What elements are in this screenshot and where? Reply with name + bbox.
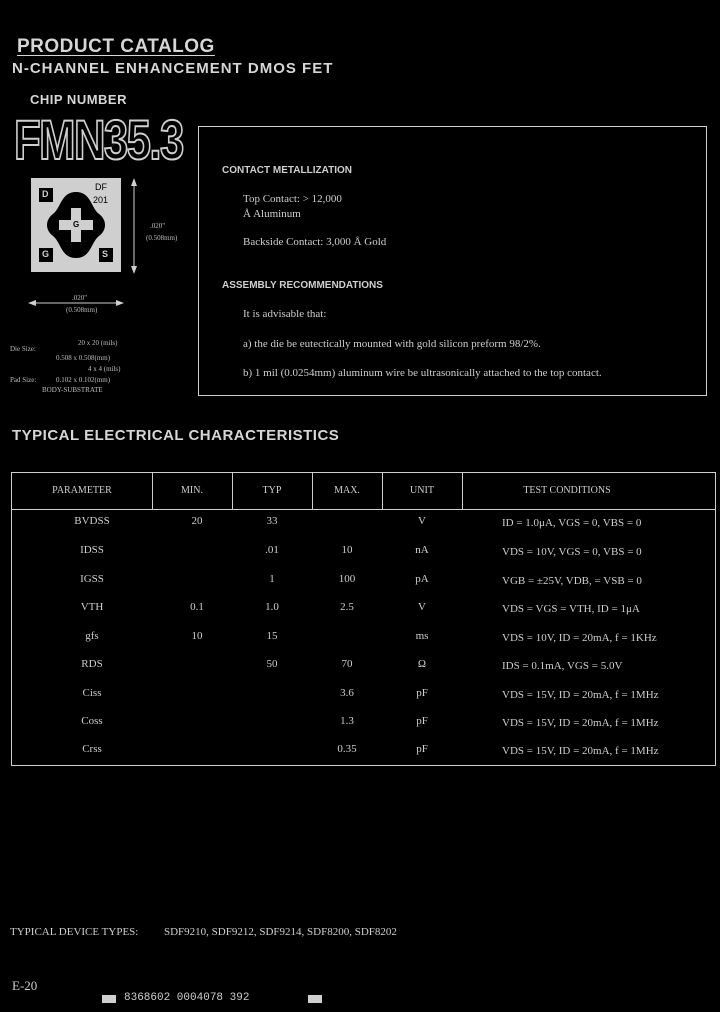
device-types-label: TYPICAL DEVICE TYPES: xyxy=(10,926,139,938)
table-row-4-typ: 15 xyxy=(266,630,278,642)
table-row-1-cond: VDS = 10V, VGS = 0, VBS = 0 xyxy=(502,546,642,558)
table-row-0-min: 20 xyxy=(191,515,203,527)
pad-size-label: Pad Size: xyxy=(10,376,37,384)
col-header-typ: TYP xyxy=(262,485,282,496)
assembly-item-b: b) 1 mil (0.0254mm) aluminum wire be ultrasonically attached to the top contact. xyxy=(243,367,602,379)
table-row-3-max: 2.5 xyxy=(340,601,354,613)
table-row-6-unit: pF xyxy=(416,687,428,699)
pad-size-mils: 4 x 4 (mils) xyxy=(88,365,121,373)
die-code-2: 201 xyxy=(93,195,109,205)
table-row-2-cond: VGB = ±25V, VDB, = VSB = 0 xyxy=(502,575,642,587)
table-row-5-cond: IDS = 0.1mA, VGS = 5.0V xyxy=(502,660,623,672)
barcode-text: 8368602 0004078 392 xyxy=(124,992,250,1004)
table-row-4-param: gfs xyxy=(85,630,99,642)
die-size-mm: 0.508 x 0.508(mm) xyxy=(56,354,111,362)
height-dimension-arrow xyxy=(128,178,140,274)
table-row-7-param: Coss xyxy=(81,715,103,727)
table-row-7-unit: pF xyxy=(416,715,428,727)
table-row-5-unit: Ω xyxy=(417,658,427,670)
header-divider xyxy=(12,509,715,510)
catalog-title: PRODUCT CATALOG xyxy=(17,36,215,57)
table-row-0-param: BVDSS xyxy=(74,515,110,527)
height-dimension-mm: (0.508mm) xyxy=(146,234,178,242)
table-row-1-typ: .01 xyxy=(265,544,279,556)
table-row-4-min: 10 xyxy=(191,630,203,642)
table-row-5-max: 70 xyxy=(341,658,353,670)
electrical-characteristics-table xyxy=(11,472,716,766)
chip-die-drawing xyxy=(31,178,121,272)
gate-center-mark: G xyxy=(73,220,80,229)
table-row-6-param: Ciss xyxy=(82,687,102,699)
page-number: E-20 xyxy=(12,978,38,993)
table-row-8-cond: VDS = 15V, ID = 20mA, f = 1MHz xyxy=(502,745,659,757)
table-row-7-max: 1.3 xyxy=(340,715,354,727)
barcode-block-right xyxy=(308,995,322,1003)
table-row-1-unit: nA xyxy=(415,544,429,556)
gate-mark: G xyxy=(42,249,50,259)
width-dimension-mm: (0.508mm) xyxy=(66,306,98,314)
table-row-8-param: Crss xyxy=(82,743,102,755)
assembly-item-a: a) the die be eutectically mounted with gold silicon preform 98/2%. xyxy=(243,338,541,350)
body-substrate-note: BODY-SUBSTRATE xyxy=(42,386,103,394)
table-row-8-max: 0.35 xyxy=(337,743,357,755)
source-mark: S xyxy=(102,249,109,259)
table-row-4-unit: ms xyxy=(415,630,429,642)
table-row-5-typ: 50 xyxy=(266,658,278,670)
device-class-title: N-CHANNEL ENHANCEMENT DMOS FET xyxy=(12,60,334,77)
table-row-3-cond: VDS = VGS = VTH, ID = 1μA xyxy=(502,603,640,615)
col-header-unit: UNIT xyxy=(410,485,434,496)
col-header-max: MAX. xyxy=(334,485,360,496)
pad-size-mm: 0.102 x 0.102(mm) xyxy=(56,376,111,384)
die-size-mils: 20 x 20 (mils) xyxy=(78,339,118,347)
table-row-0-cond: ID = 1.0μA, VGS = 0, VBS = 0 xyxy=(502,517,642,529)
chip-number-label: CHIP NUMBER xyxy=(30,92,127,107)
table-row-3-param: VTH xyxy=(80,601,104,613)
top-contact: Top Contact: > 12,000 xyxy=(243,193,342,205)
chip-name: FMN35.3 xyxy=(14,108,183,171)
assembly-intro: It is advisable that: xyxy=(243,308,327,320)
barcode-block-left xyxy=(102,995,116,1003)
table-row-3-typ: 1.0 xyxy=(265,601,279,613)
height-dimension: .020" xyxy=(150,222,166,230)
width-dimension: .020" xyxy=(72,294,88,302)
table-row-8-unit: pF xyxy=(416,743,428,755)
die-code-1: DF xyxy=(95,182,107,192)
table-row-2-param: IGSS xyxy=(80,573,104,585)
table-row-2-max: 100 xyxy=(338,573,356,585)
table-row-1-max: 10 xyxy=(341,544,353,556)
table-row-0-typ: 33 xyxy=(266,515,278,527)
assembly-title: ASSEMBLY RECOMMENDATIONS xyxy=(222,280,383,291)
contact-metallization-title: CONTACT METALLIZATION xyxy=(222,165,352,176)
col-header-parameter: PARAMETER xyxy=(52,485,112,496)
device-types: SDF9210, SDF9212, SDF9214, SDF8200, SDF8202 xyxy=(164,926,397,938)
die-size-label: Die Size: xyxy=(10,345,36,353)
table-row-3-min: 0.1 xyxy=(190,601,204,613)
table-row-3-unit: V xyxy=(418,601,426,613)
table-row-5-param: RDS xyxy=(81,658,103,670)
backside-contact: Backside Contact: 3,000 Å Gold xyxy=(243,236,387,248)
drain-mark: D xyxy=(42,189,49,199)
table-row-1-param: IDSS xyxy=(80,544,104,556)
electrical-characteristics-title: TYPICAL ELECTRICAL CHARACTERISTICS xyxy=(12,427,340,444)
table-row-4-cond: VDS = 10V, ID = 20mA, f = 1KHz xyxy=(502,632,657,644)
table-row-7-cond: VDS = 15V, ID = 20mA, f = 1MHz xyxy=(502,717,659,729)
table-row-2-unit: pA xyxy=(415,573,429,585)
table-row-6-max: 3.6 xyxy=(340,687,354,699)
table-row-2-typ: 1 xyxy=(269,573,275,585)
table-row-6-cond: VDS = 15V, ID = 20mA, f = 1MHz xyxy=(502,689,659,701)
top-contact-material: Å Aluminum xyxy=(243,208,301,220)
table-row-0-unit: V xyxy=(418,515,426,527)
col-header-test-conditions: TEST CONDITIONS xyxy=(523,485,611,496)
col-header-min: MIN. xyxy=(181,485,203,496)
